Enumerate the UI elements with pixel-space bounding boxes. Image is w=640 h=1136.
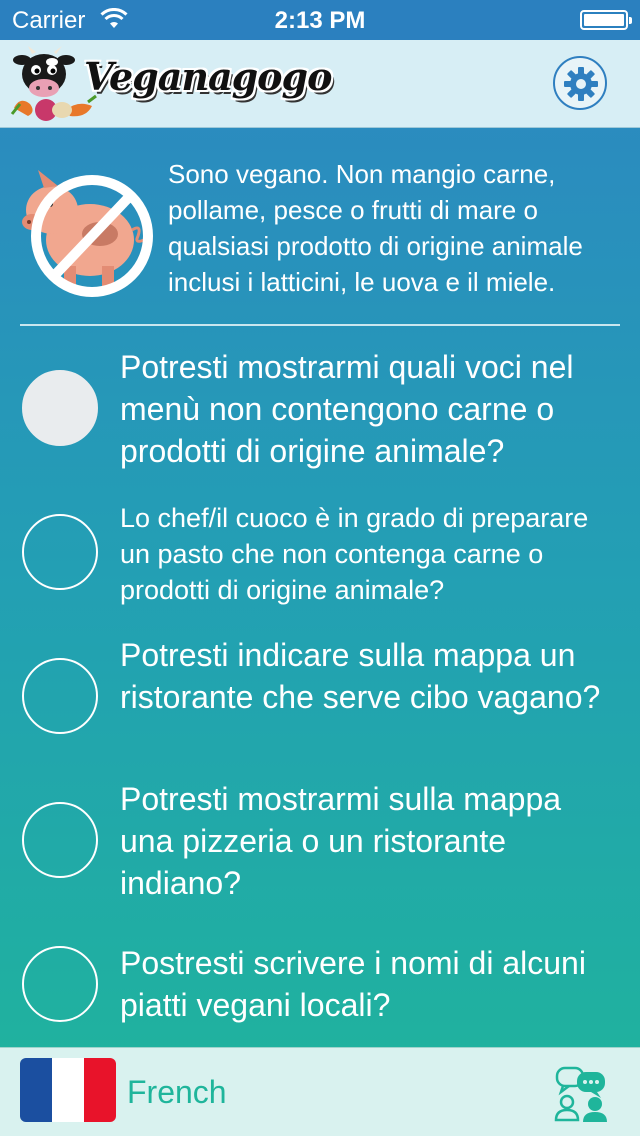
question-text-3: Potresti indicare sulla mappa un ristorante che serve cibo vagano? [120, 637, 601, 715]
question-radio-2[interactable] [22, 514, 98, 590]
gear-icon [562, 65, 600, 103]
intro-text: Sono vegano. Non mangio carne, pollame, pesce o frutti di mare o qualsiasi prodotto di origine animale inclusi i latticini, le uova e il miele. [168, 159, 583, 297]
question-item-1[interactable] [0, 346, 640, 476]
settings-button[interactable] [553, 56, 607, 110]
question-item-5[interactable] [0, 942, 640, 1042]
question-item-4[interactable] [0, 778, 640, 908]
clock: 2:13 PM [274, 7, 366, 34]
vegan-statement [0, 140, 640, 310]
language-label[interactable]: French [127, 1074, 227, 1110]
question-radio-4[interactable] [22, 802, 98, 878]
question-item-2[interactable] [0, 500, 640, 616]
question-text-2: Lo chef/il cuoco è in grado di preparare un pasto che non contenga carne o prodotti di origine animale? [120, 503, 589, 605]
question-text-4: Potresti mostrarmi sulla mappa una pizzeria o un ristorante indiano? [120, 781, 562, 901]
question-item-3[interactable] [0, 634, 640, 764]
question-text-1: Potresti mostrarmi quali voci nel menù non contengono carne o prodotti di origine animale? [120, 349, 574, 469]
question-radio-5[interactable] [22, 946, 98, 1022]
flag-stripe-white [52, 1058, 84, 1122]
divider [20, 324, 620, 326]
conversation-icon[interactable] [553, 1066, 609, 1127]
flag-stripe-red [84, 1058, 116, 1122]
language-flag-button[interactable] [20, 1058, 116, 1122]
app-logo-title: Veganagogo [84, 54, 332, 99]
flag-stripe-blue [20, 1058, 52, 1122]
language-bar [0, 1047, 640, 1136]
carrier-label: Carrier [12, 7, 86, 34]
status-bar [0, 0, 640, 40]
question-text-5: Postresti scrivere i nomi di alcuni piatti vegani locali? [120, 945, 586, 1023]
battery-icon [580, 10, 628, 30]
header-bar [0, 40, 640, 128]
no-meat-pig-icon [4, 160, 164, 300]
question-radio-1[interactable] [22, 370, 98, 446]
question-radio-3[interactable] [22, 658, 98, 734]
